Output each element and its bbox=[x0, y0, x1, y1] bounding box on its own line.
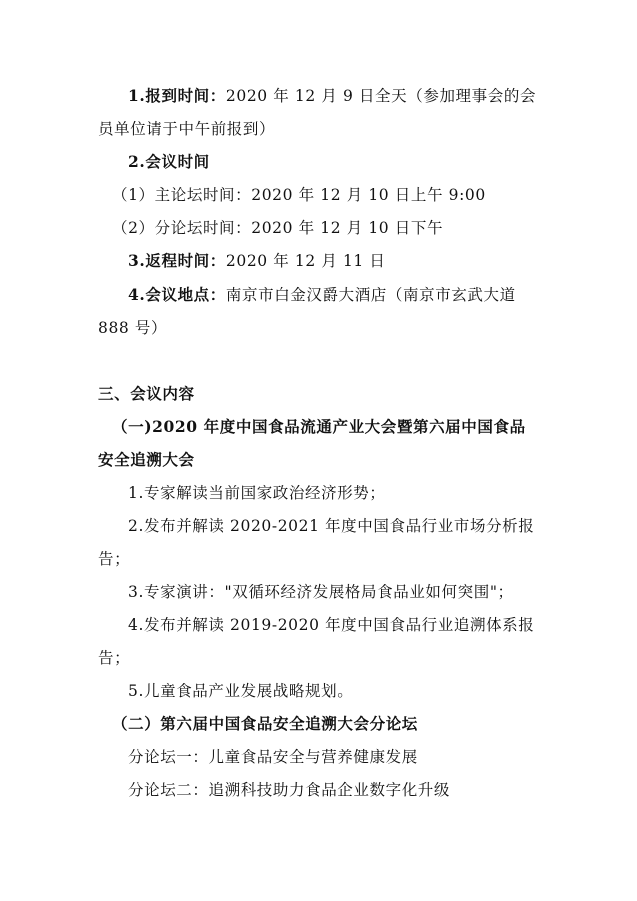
checkin-time-continuation: 员单位请于中午前报到） bbox=[98, 120, 276, 138]
section-heading: 三、会议内容 bbox=[98, 384, 195, 403]
meeting-time-label: 2.会议时间 bbox=[128, 152, 210, 171]
return-time-line bbox=[128, 250, 578, 272]
checkin-time-label: 1.报到时间： bbox=[128, 86, 226, 105]
list-item: 2.发布并解读 2020-2021 年度中国食品行业市场分析报 bbox=[128, 517, 535, 535]
sub-forum-time: （2）分论坛时间：2020 年 12 月 10 日下午 bbox=[112, 219, 444, 237]
list-item-continuation: 告； bbox=[98, 649, 131, 667]
checkin-time-text: 2020 年 12 月 9 日全天（参加理事会的会 bbox=[225, 87, 537, 105]
venue-line bbox=[128, 284, 578, 306]
return-time-text: 2020 年 12 月 11 日 bbox=[225, 252, 386, 270]
venue-label: 4.会议地点： bbox=[128, 285, 226, 304]
venue-text: 南京市白金汉爵大酒店（南京市玄武大道 bbox=[225, 286, 516, 304]
forum-item: 分论坛二：追溯科技助力食品企业数字化升级 bbox=[128, 781, 451, 799]
venue-continuation: 888 号） bbox=[98, 319, 168, 337]
list-item: 3.专家演讲："双循环经济发展格局食品业如何突围"； bbox=[128, 583, 514, 601]
list-item-continuation: 告； bbox=[98, 550, 131, 568]
forum-item: 分论坛一：儿童食品安全与营养健康发展 bbox=[128, 748, 418, 766]
list-item: 4.发布并解读 2019-2020 年度中国食品行业追溯体系报 bbox=[128, 616, 535, 634]
list-item: 5.儿童食品产业发展战略规划。 bbox=[128, 682, 354, 700]
list-item: 1.专家解读当前国家政治经济形势； bbox=[128, 484, 386, 502]
part1-title-continuation: 安全追溯大会 bbox=[98, 450, 195, 469]
part1-title: （一)2020 年度中国食品流通产业大会暨第六届中国食品 bbox=[112, 417, 526, 436]
main-forum-time: （1）主论坛时间：2020 年 12 月 10 日上午 9:00 bbox=[112, 186, 486, 204]
return-time-label: 3.返程时间： bbox=[128, 251, 226, 270]
part2-title: （二）第六届中国食品安全追溯大会分论坛 bbox=[112, 714, 418, 733]
checkin-time-line bbox=[128, 85, 578, 107]
